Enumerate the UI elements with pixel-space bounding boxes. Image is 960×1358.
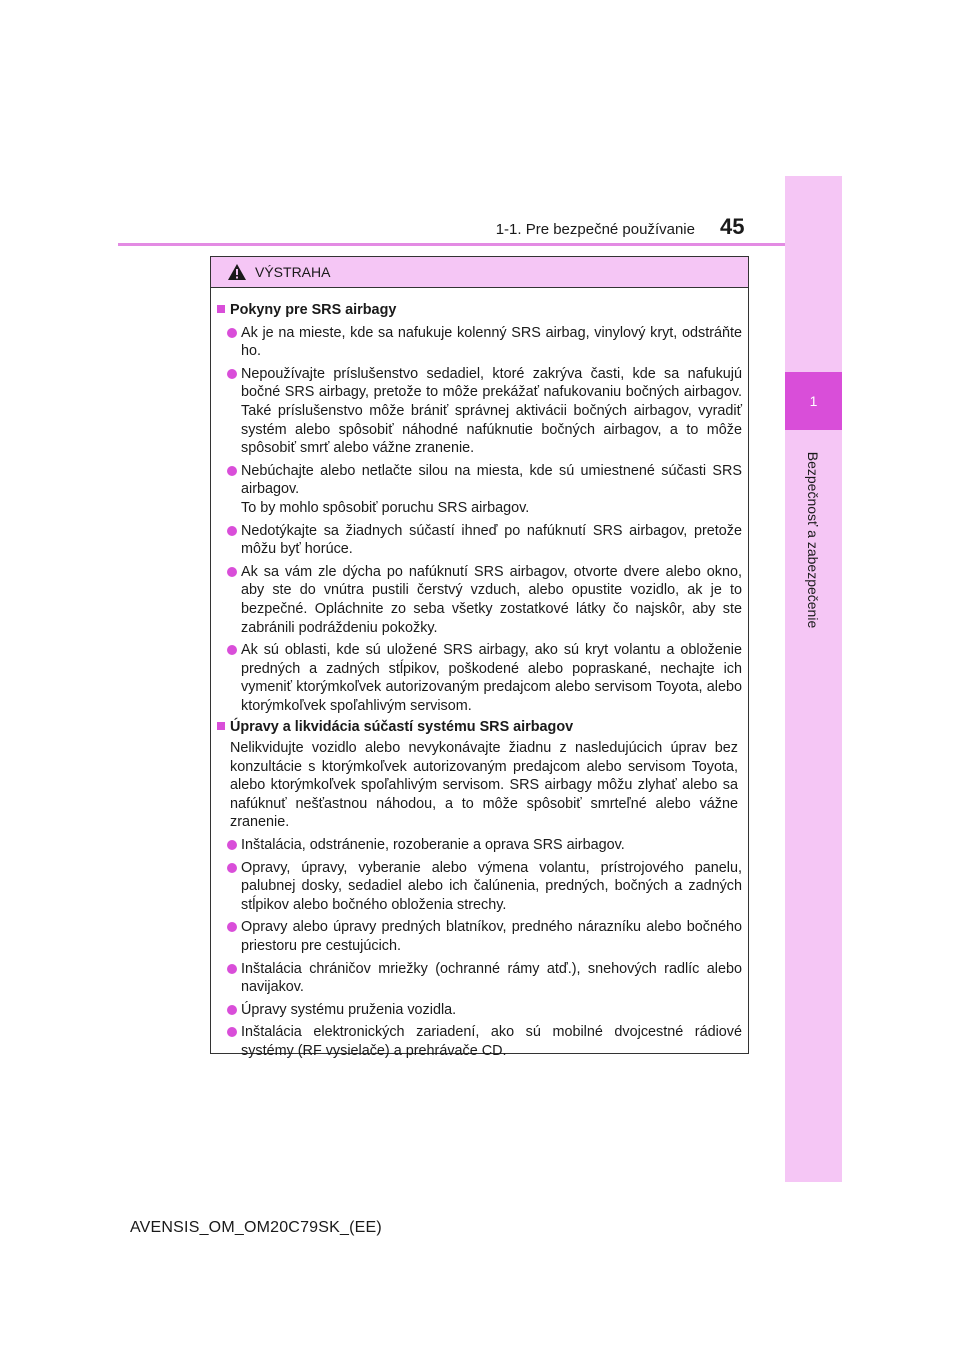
square-bullet-icon bbox=[217, 722, 225, 730]
list-item-text: Nepoužívajte príslušenstvo sedadiel, ktoré zakrýva časti, kde sa nafukujú bočné SRS airbagy, pretože to môže prekážať nafukovaniu bočných airbagov. Také príslušenstvo môže brániť správnej aktivácii bočných airbagov, vyradiť systém alebo spôsobiť náhodné nafúknutie bočných airbagov, a to môže spôsobiť smrť alebo vážne zranenie. bbox=[241, 365, 742, 457]
section-heading-text: Pokyny pre SRS airbagy bbox=[230, 302, 397, 318]
warning-header bbox=[211, 257, 748, 288]
list-item-text: Inštalácia, odstránenie, rozoberanie a oprava SRS airbagov. bbox=[241, 837, 625, 854]
round-bullet-icon bbox=[227, 369, 237, 379]
list-item-text: Nebúchajte alebo netlačte silou na miesta, kde sú umiestnené súčasti SRS airbagov. bbox=[241, 462, 742, 498]
round-bullet-icon bbox=[227, 466, 237, 476]
list-item-text: Opravy, úpravy, vyberanie alebo výmena volantu, prístrojového panelu, palubnej dosky, sedadiel alebo ich čalúnenia, predných, bočných a zadných stĺpikov alebo bočného obloženia strechy. bbox=[241, 859, 742, 913]
list-item-text: Inštalácia elektronických zariadení, ako sú mobilné dvojcestné rádiové systémy (RF vysielače) a prehrávače CD. bbox=[241, 1024, 742, 1059]
list-item-text: Nedotýkajte sa žiadnych súčastí ihneď po nafúknutí SRS airbagov, pretože môžu byť horúce. bbox=[241, 522, 742, 558]
list-item bbox=[217, 365, 742, 458]
round-bullet-icon bbox=[227, 1027, 237, 1037]
round-bullet-icon bbox=[227, 567, 237, 577]
list-item bbox=[217, 462, 742, 518]
warning-triangle-icon bbox=[227, 263, 247, 281]
list-item bbox=[217, 1001, 742, 1020]
list-item bbox=[217, 522, 742, 559]
chapter-side-tab bbox=[785, 176, 842, 1182]
round-bullet-icon bbox=[227, 1005, 237, 1015]
list-item-text: Inštalácia chráničov mriežky (ochranné rámy atď.), snehových radlíc alebo navijakov. bbox=[241, 960, 742, 996]
header-divider bbox=[118, 243, 785, 246]
section-heading bbox=[217, 718, 742, 737]
round-bullet-icon bbox=[227, 922, 237, 932]
round-bullet-icon bbox=[227, 964, 237, 974]
warning-box bbox=[210, 256, 749, 1059]
list-item bbox=[217, 1023, 742, 1060]
round-bullet-icon bbox=[227, 526, 237, 536]
section-heading-text: Úpravy a likvidácia súčastí systému SRS airbagov bbox=[230, 719, 574, 736]
round-bullet-icon bbox=[227, 328, 237, 338]
document-code: AVENSIS_OM_OM20C79SK_(EE) bbox=[130, 1219, 382, 1236]
round-bullet-icon bbox=[227, 840, 237, 850]
list-item bbox=[217, 324, 742, 361]
list-item-text: Opravy alebo úpravy predných blatníkov, predného nárazníku alebo bočného priestoru pre cestujúcich. bbox=[241, 919, 742, 954]
square-bullet-icon bbox=[217, 305, 225, 313]
chapter-number: 1 bbox=[785, 372, 842, 430]
section-intro: Nelikvidujte vozidlo alebo nevykonávajte žiadnu z nasledujúcich úprav bez konzultácie s ktorýmkoľvek autorizovaným predajcom alebo servisom Toyota, alebo ktorýmkoľvek spoľahlivým servisom. SRS airbagy môžu zlyhať alebo sa nafúknuť nešťastnou náhodou, a to môže spôsobiť smrteľné alebo vážne zranenie. bbox=[230, 740, 738, 831]
list-item bbox=[217, 563, 742, 637]
list-item bbox=[217, 960, 742, 997]
list-item-text: Ak sú oblasti, kde sú uložené SRS airbagy, ako sú kryt volantu a obloženie predných a zadných stĺpikov, poškodené alebo popraskané, nechajte ich vymeniť ktorýmkoľvek autorizovaným predajcom alebo servisom Toyota, alebo ktorýmkoľvek spoľahlivým servisom. bbox=[241, 642, 742, 714]
warning-title: VÝSTRAHA bbox=[255, 264, 331, 280]
round-bullet-icon bbox=[227, 863, 237, 873]
list-item-text: Úpravy systému pruženia vozidla. bbox=[241, 1001, 457, 1018]
list-item-text: To by mohlo spôsobiť poruchu SRS airbagov. bbox=[241, 499, 530, 516]
list-item bbox=[217, 641, 742, 715]
list-item bbox=[217, 918, 742, 955]
chapter-title: Bezpečnosť a zabezpečenie bbox=[805, 451, 821, 629]
list-item bbox=[217, 836, 742, 855]
section-title: 1-1. Pre bezpečné používanie bbox=[495, 221, 695, 238]
round-bullet-icon bbox=[227, 645, 237, 655]
list-item bbox=[217, 859, 742, 915]
section-heading bbox=[217, 301, 742, 320]
list-item-text: Ak je na mieste, kde sa nafukuje kolenný SRS airbag, vinylový kryt, odstráňte ho. bbox=[241, 324, 742, 360]
list-item-text: Ak sa vám zle dýcha po nafúknutí SRS airbagov, otvorte dvere alebo okno, aby ste do vnútra pustili čerstvý vzduch, alebo opustite vozidlo, ak je to bezpečné. Opláchnite zo seba všetky zostatkové látky čo najskôr, aby ste zabránili podráždeniu pokožky. bbox=[241, 563, 742, 636]
warning-body bbox=[211, 288, 748, 1061]
page-number: 45 bbox=[720, 214, 745, 239]
